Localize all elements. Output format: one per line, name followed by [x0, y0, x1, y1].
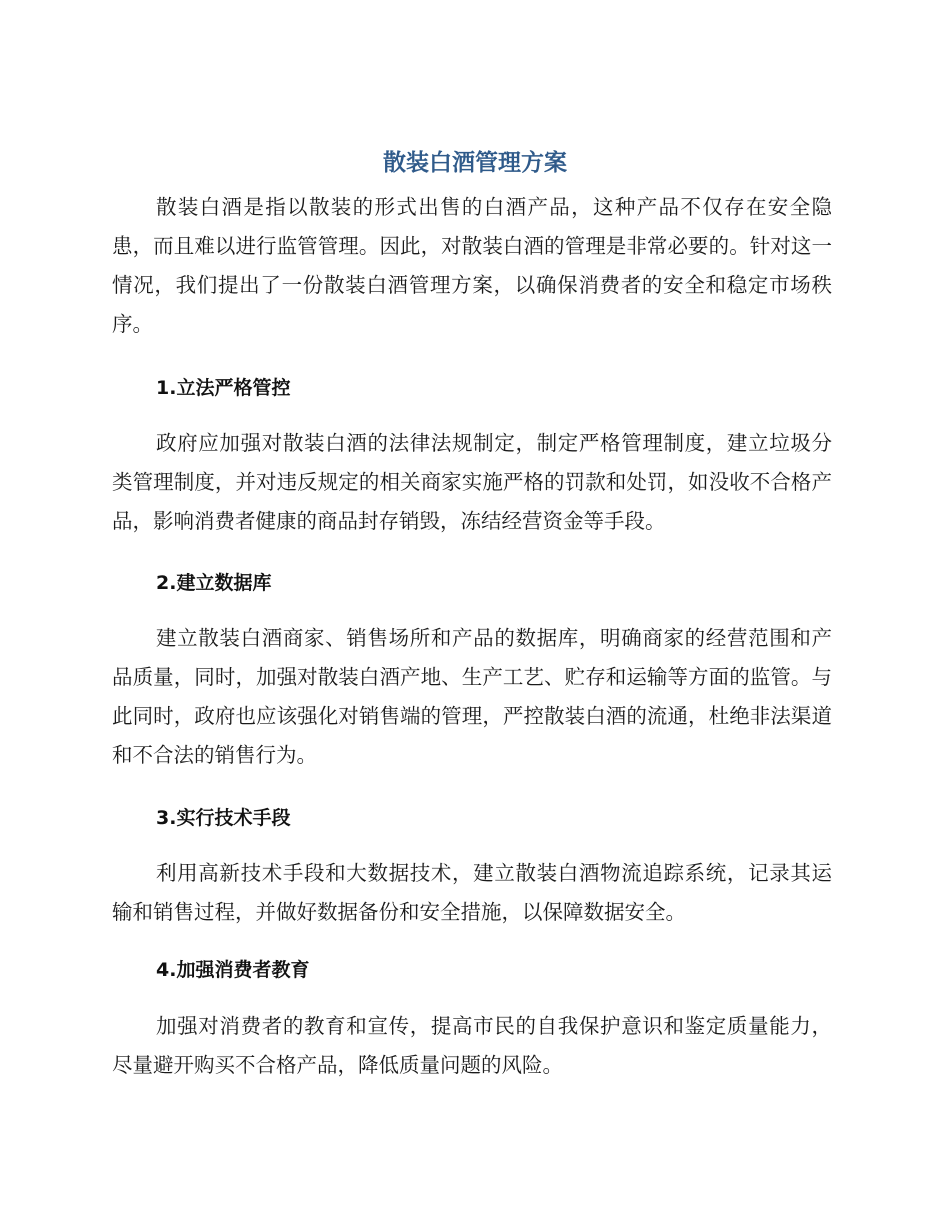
- section-heading-technology: 3.实行技术手段: [156, 807, 291, 829]
- section-heading-consumer-education: 4.加强消费者教育: [156, 959, 310, 981]
- section-body-consumer-education: 加强对消费者的教育和宣传，提高市民的自我保护意识和鉴定质量能力，尽量避开购买不合格产品，降低质量问题的风险。: [112, 1014, 832, 1077]
- section-body-database: 建立散装白酒商家、销售场所和产品的数据库，明确商家的经营范围和产品质量，同时，加强对散装白酒产地、生产工艺、贮存和运输等方面的监管。与此同时，政府也应该强化对销售端的管理，严控散装白酒的流通，杜绝非法渠道和不合法的销售行为。: [112, 626, 832, 767]
- section-heading-database: 2.建立数据库: [156, 572, 272, 594]
- section-body-legislation: 政府应加强对散装白酒的法律法规制定，制定严格管理制度，建立垃圾分类管理制度，并对违反规定的相关商家实施严格的罚款和处罚，如没收不合格产品，影响消费者健康的商品封存销毁，冻结经营资金等手段。: [112, 431, 832, 533]
- document-title: 散装白酒管理方案: [383, 150, 567, 176]
- section-heading-legislation: 1.立法严格管控: [156, 377, 291, 399]
- section-body-technology: 利用高新技术手段和大数据技术，建立散装白酒物流追踪系统，记录其运输和销售过程，并做好数据备份和安全措施，以保障数据安全。: [112, 861, 832, 924]
- intro-paragraph: 散装白酒是指以散装的形式出售的白酒产品，这种产品不仅存在安全隐患，而且难以进行监管管理。因此，对散装白酒的管理是非常必要的。针对这一情况，我们提出了一份散装白酒管理方案，以确保消费者的安全和稳定市场秩序。: [112, 195, 832, 336]
